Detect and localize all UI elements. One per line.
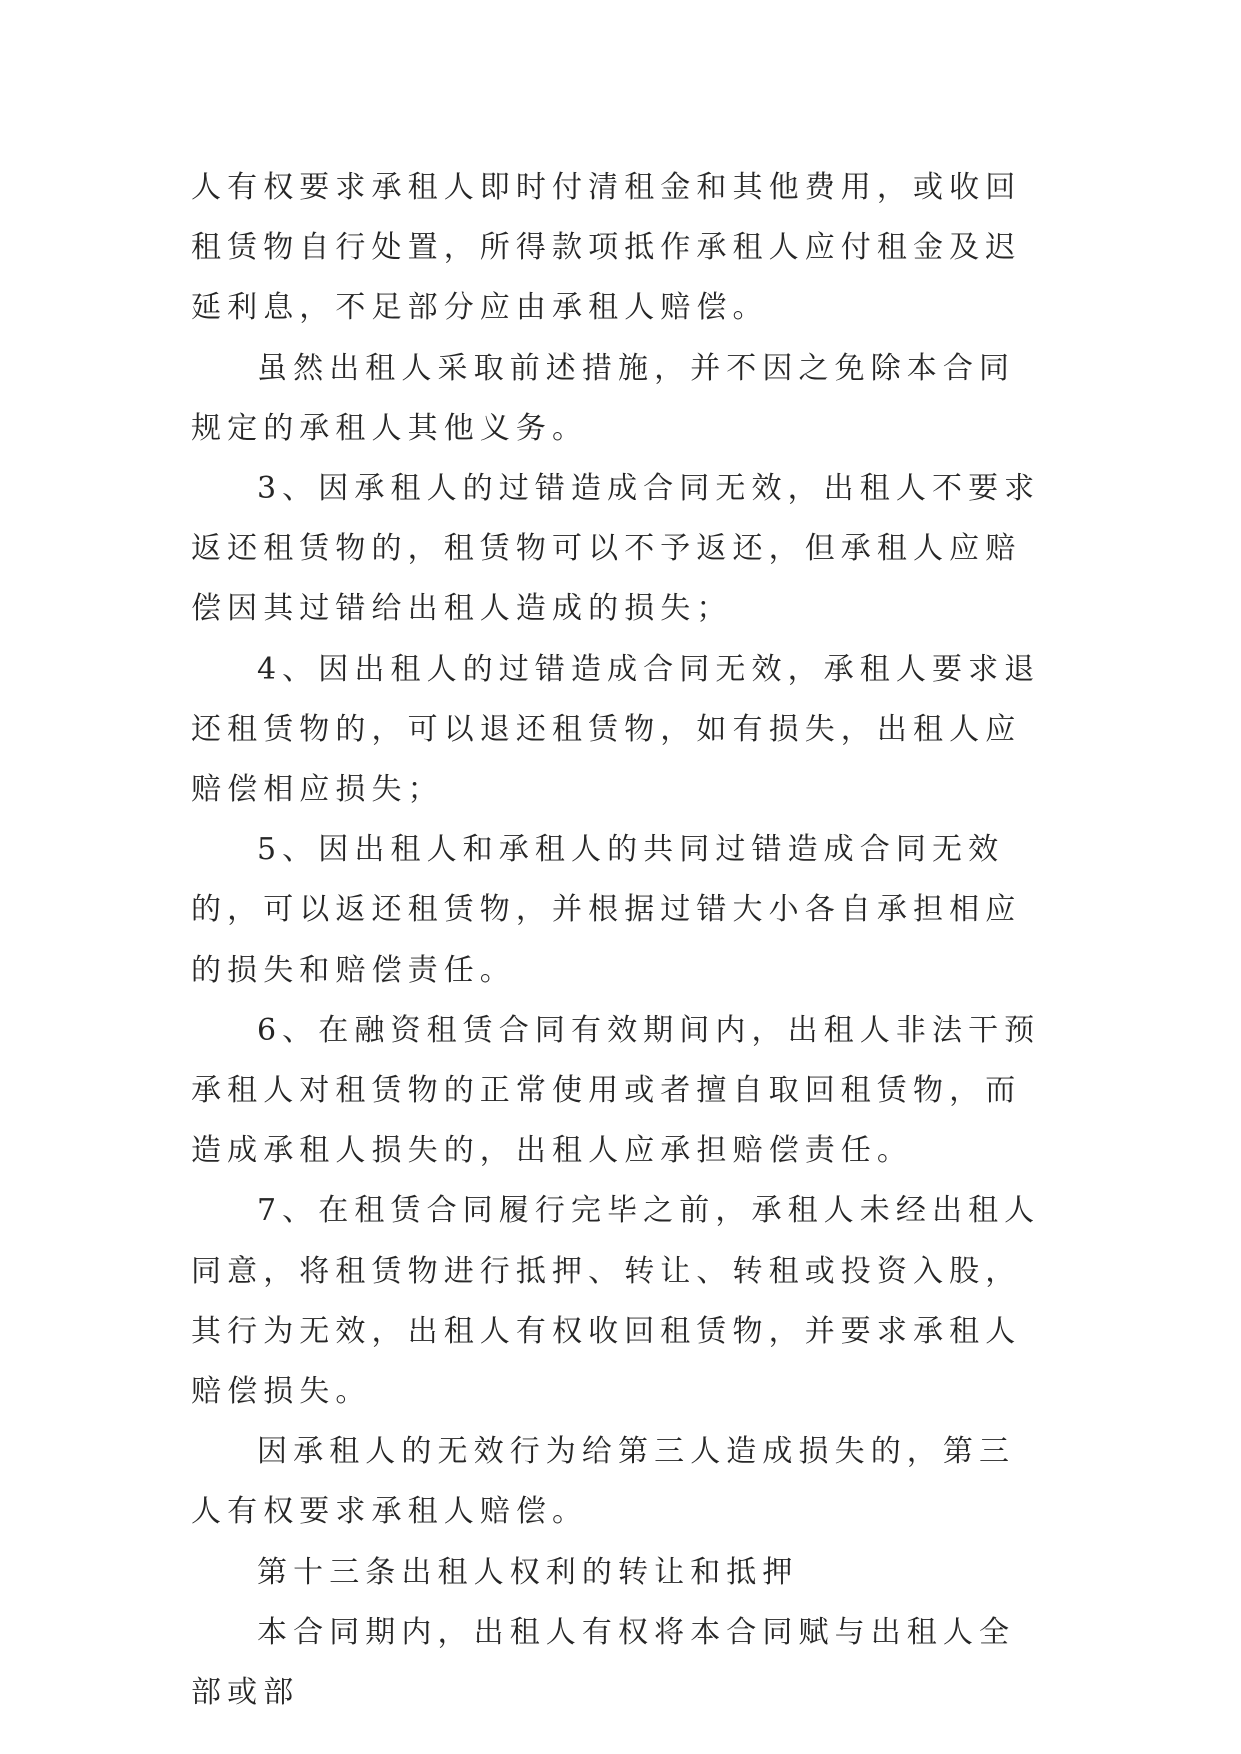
paragraph-article-13: 本合同期内，出租人有权将本合同赋与出租人全部或部	[191, 1614, 1016, 1711]
document-body	[191, 158, 1051, 1723]
paragraph-third-party: 因承租人的无效行为给第三人造成损失的，第三人有权要求承租人赔偿。	[191, 1434, 1016, 1530]
paragraph-clause-5: 5、因出租人和承租人的共同过错造成合同无效的，可以返还租赁物，并根据过错大小各自承担相应的损失和赔偿责任。	[191, 832, 1022, 988]
paragraph-clause-4: 4、因出租人的过错造成合同无效，承租人要求退还租赁物的，可以退还租赁物，如有损失，出租人应赔偿相应损失；	[191, 651, 1041, 808]
paragraph-2: 虽然出租人采取前述措施，并不因之免除本合同规定的承租人其他义务。	[191, 350, 1016, 446]
paragraph-clause-7: 7、在租赁合同履行完毕之前，承租人未经出租人同意，将租赁物进行抵押、转让、转租或投资入股，其行为无效，出租人有权收回租赁物，并要求承租人赔偿损失。	[191, 1193, 1041, 1410]
paragraph-1: 人有权要求承租人即时付清租金和其他费用，或收回租赁物自行处置，所得款项抵作承租人应付租金及迟延利息，不足部分应由承租人赔偿。	[191, 170, 1022, 326]
article-13-heading: 第十三条出租人权利的转让和抵押	[257, 1554, 799, 1590]
paragraph-clause-6: 6、在融资租赁合同有效期间内，出租人非法干预承租人对租赁物的正常使用或者擅自取回租赁物，而造成承租人损失的，出租人应承担赔偿责任。	[191, 1012, 1041, 1169]
paragraph-clause-3: 3、因承租人的过错造成合同无效，出租人不要求返还租赁物的，租赁物可以不予返还，但承租人应赔偿因其过错给出租人造成的损失；	[191, 471, 1041, 627]
